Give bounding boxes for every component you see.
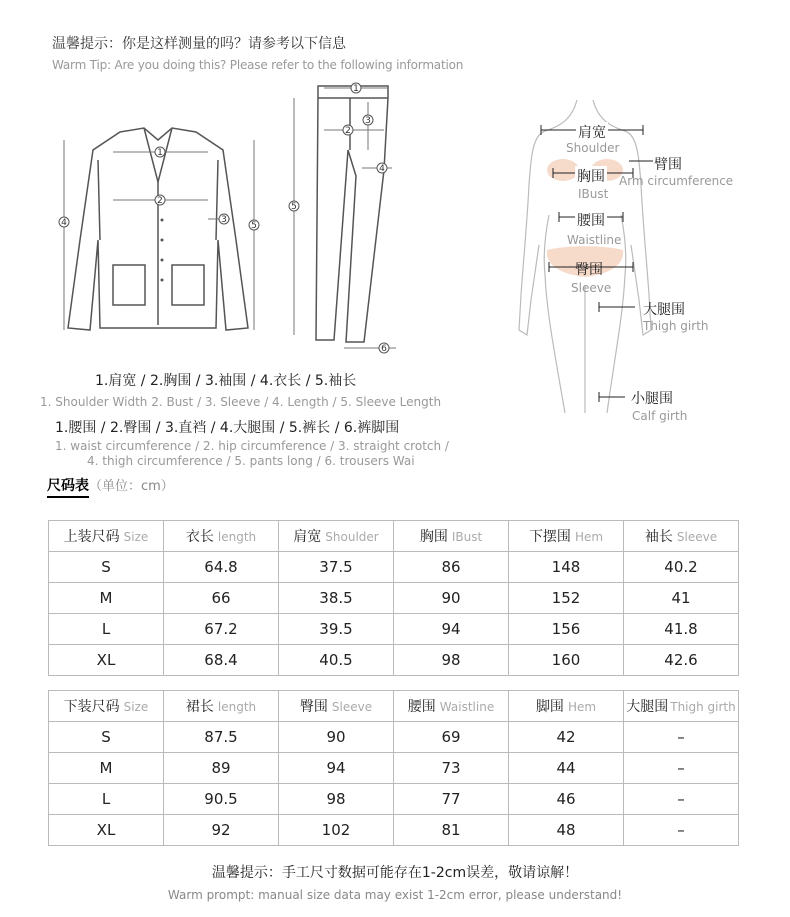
table-cell: M bbox=[49, 583, 164, 614]
table-cell: – bbox=[624, 815, 739, 846]
table-cell: 67.2 bbox=[164, 614, 279, 645]
header-cell: 裙长 length bbox=[164, 691, 279, 722]
table-cell: 41.8 bbox=[624, 614, 739, 645]
marker-3: 3 bbox=[221, 215, 227, 225]
marker-p5: 5 bbox=[291, 202, 297, 212]
table-cell: 41 bbox=[624, 583, 739, 614]
header-cell: 下摆围 Hem bbox=[509, 521, 624, 552]
table-cell: L bbox=[49, 784, 164, 815]
header-cell: 衣长 length bbox=[164, 521, 279, 552]
jacket-illustration bbox=[58, 120, 270, 340]
table-cell: 90.5 bbox=[164, 784, 279, 815]
bottom-legend-cn: 1.腰围 / 2.臀围 / 3.直裆 / 4.大腿围 / 5.裤长 / 6.裤脚围 bbox=[55, 420, 400, 436]
marker-p4: 4 bbox=[379, 164, 385, 174]
table-cell: 73 bbox=[394, 753, 509, 784]
hip-label: 臀围 bbox=[575, 262, 603, 278]
table-cell: 90 bbox=[279, 722, 394, 753]
table-cell: 46 bbox=[509, 784, 624, 815]
table-cell: 66 bbox=[164, 583, 279, 614]
arm-label: 臂围 bbox=[654, 157, 682, 173]
table-row bbox=[49, 753, 739, 784]
marker-p6: 6 bbox=[381, 344, 387, 354]
size-title-main: 尺码表 bbox=[47, 478, 89, 498]
header-cell: 脚围 Hem bbox=[509, 691, 624, 722]
table-cell: – bbox=[624, 784, 739, 815]
table-cell: 44 bbox=[509, 753, 624, 784]
table-cell: 92 bbox=[164, 815, 279, 846]
table-cell: 69 bbox=[394, 722, 509, 753]
table-row bbox=[49, 552, 739, 583]
thigh-label: 大腿围 bbox=[643, 302, 685, 318]
table-row bbox=[49, 722, 739, 753]
top-size-table bbox=[48, 520, 739, 676]
size-title-unit: （单位：cm） bbox=[89, 479, 174, 494]
header-cell: 大腿围 Thigh girth bbox=[624, 691, 739, 722]
bottom-legend-en-1: 1. waist circumference / 2. hip circumference / 3. straight crotch / bbox=[55, 439, 449, 453]
table-cell: 98 bbox=[394, 645, 509, 676]
table-cell: 64.8 bbox=[164, 552, 279, 583]
tip-subtitle: Warm Tip: Are you doing this? Please refer to the following information bbox=[52, 58, 464, 72]
calf-label: 小腿围 bbox=[631, 391, 673, 407]
table-cell: 148 bbox=[509, 552, 624, 583]
marker-p1: 1 bbox=[353, 84, 359, 94]
table-cell: 42 bbox=[509, 722, 624, 753]
pants-illustration bbox=[284, 80, 404, 355]
marker-5: 5 bbox=[251, 221, 257, 231]
table-cell: 98 bbox=[279, 784, 394, 815]
top-legend-cn: 1.肩宽 / 2.胸围 / 3.袖围 / 4.衣长 / 5.袖长 bbox=[95, 373, 357, 389]
table-cell: 86 bbox=[394, 552, 509, 583]
header-cell: 腰围 Waistline bbox=[394, 691, 509, 722]
table-cell: 94 bbox=[279, 753, 394, 784]
marker-p2: 2 bbox=[345, 126, 351, 136]
footer-note-cn: 温馨提示：手工尺寸数据可能存在1-2cm误差，敬请谅解！ bbox=[211, 865, 579, 881]
table-cell: 48 bbox=[509, 815, 624, 846]
table-row bbox=[49, 815, 739, 846]
table-cell: 102 bbox=[279, 815, 394, 846]
table-row bbox=[49, 614, 739, 645]
marker-4: 4 bbox=[61, 218, 67, 228]
table-cell: 94 bbox=[394, 614, 509, 645]
arm-label-en: Arm circumference bbox=[619, 174, 734, 188]
header-cell: 袖长 Sleeve bbox=[624, 521, 739, 552]
header-cell: 臀围 Sleeve bbox=[279, 691, 394, 722]
table-cell: 81 bbox=[394, 815, 509, 846]
shoulder-label: 肩宽 bbox=[576, 122, 608, 142]
table-row bbox=[49, 645, 739, 676]
waist-label-en: Waistline bbox=[567, 233, 622, 247]
footer-note-en: Warm prompt: manual size data may exist 1-2cm error, please understand! bbox=[167, 888, 623, 902]
size-table-title bbox=[47, 475, 174, 495]
header-cell: 下装尺码 Size bbox=[49, 691, 164, 722]
table-cell: 156 bbox=[509, 614, 624, 645]
table-cell: 40.2 bbox=[624, 552, 739, 583]
hip-label-en: Sleeve bbox=[571, 281, 612, 295]
marker-1: 1 bbox=[157, 148, 163, 158]
bust-label-en: IBust bbox=[578, 187, 609, 201]
table-header-row bbox=[49, 521, 739, 552]
table-cell: – bbox=[624, 722, 739, 753]
header-cell: 上装尺码 Size bbox=[49, 521, 164, 552]
table-cell: 37.5 bbox=[279, 552, 394, 583]
waist-label: 腰围 bbox=[575, 210, 607, 230]
marker-p3: 3 bbox=[365, 116, 371, 126]
header-cell: 肩宽 Shoulder bbox=[279, 521, 394, 552]
table-cell: 39.5 bbox=[279, 614, 394, 645]
bust-label: 胸围 bbox=[575, 166, 607, 186]
table-cell: S bbox=[49, 552, 164, 583]
table-cell: 38.5 bbox=[279, 583, 394, 614]
table-cell: 40.5 bbox=[279, 645, 394, 676]
thigh-label-en: Thigh girth bbox=[643, 319, 709, 333]
bottom-size-table bbox=[48, 690, 739, 846]
table-cell: M bbox=[49, 753, 164, 784]
table-cell: 68.4 bbox=[164, 645, 279, 676]
table-row bbox=[49, 784, 739, 815]
table-cell: 152 bbox=[509, 583, 624, 614]
calf-label-en: Calf girth bbox=[632, 409, 688, 423]
marker-2: 2 bbox=[157, 196, 163, 206]
table-cell: 90 bbox=[394, 583, 509, 614]
header-cell: 胸围 IBust bbox=[394, 521, 509, 552]
table-cell: XL bbox=[49, 815, 164, 846]
shoulder-label-en: Shoulder bbox=[566, 141, 620, 155]
table-cell: XL bbox=[49, 645, 164, 676]
table-cell: 77 bbox=[394, 784, 509, 815]
table-cell: 89 bbox=[164, 753, 279, 784]
table-cell: – bbox=[624, 753, 739, 784]
table-row bbox=[49, 583, 739, 614]
table-cell: 87.5 bbox=[164, 722, 279, 753]
tip-title: 温馨提示：你是这样测量的吗？请参考以下信息 bbox=[52, 36, 346, 52]
table-cell: S bbox=[49, 722, 164, 753]
table-cell: 42.6 bbox=[624, 645, 739, 676]
table-cell: L bbox=[49, 614, 164, 645]
top-legend-en: 1. Shoulder Width 2. Bust / 3. Sleeve / 4. Length / 5. Sleeve Length bbox=[40, 395, 442, 409]
bottom-legend-en-2: 4. thigh circumference / 5. pants long / 6. trousers Wai bbox=[87, 454, 415, 468]
table-header-row bbox=[49, 691, 739, 722]
table-cell: 160 bbox=[509, 645, 624, 676]
